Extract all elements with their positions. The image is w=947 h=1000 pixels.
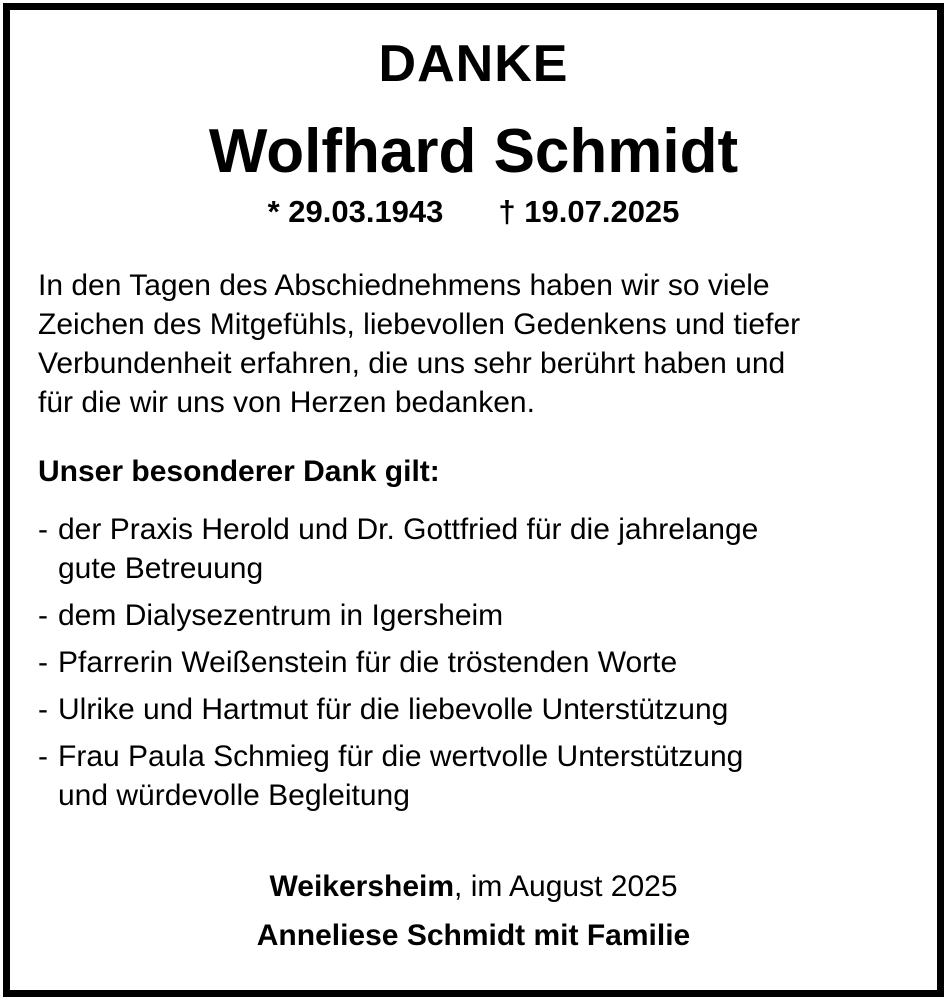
dash-bullet: - (38, 513, 48, 546)
item-line: und würdevolle Begleitung (58, 779, 410, 812)
item-line: Ulrike und Hartmut für die liebevolle Unterstützung (58, 693, 729, 726)
item-line: Frau Paula Schmieg für die wertvolle Unterstützung (58, 740, 744, 773)
list-item-text (58, 737, 743, 815)
thanks-list (38, 510, 909, 815)
deceased-name: Wolfhard Schmidt (208, 117, 739, 186)
item-line: gute Betreuung (58, 552, 264, 585)
intro-line: Verbundenheit erfahren, die uns sehr berührt haben und (38, 347, 786, 380)
list-item (38, 510, 909, 588)
notice-content (10, 36, 937, 955)
list-item-text (58, 690, 728, 729)
item-line: der Praxis Herold und Dr. Gottfried für die jahrelange (58, 513, 759, 546)
family-signature: Anneliese Schmidt mit Familie (256, 919, 691, 952)
dash-bullet: - (38, 693, 48, 726)
list-item (38, 690, 909, 729)
dash-bullet: - (38, 646, 48, 679)
life-dates (38, 192, 909, 232)
thanks-heading: Unser besonderer Dank gilt: (38, 455, 440, 488)
dash-bullet: - (38, 740, 48, 773)
item-line: Pfarrerin Weißenstein für die tröstenden Worte (58, 646, 678, 679)
death-date: † 19.07.2025 (498, 194, 680, 229)
birth-date: * 29.03.1943 (267, 194, 444, 229)
black-frame-border (3, 3, 944, 997)
intro-line: In den Tagen des Abschiednehmens haben wir so viele (38, 269, 770, 302)
item-line: dem Dialysezentrum in Igersheim (58, 599, 504, 632)
date-text: , im August 2025 (454, 870, 678, 903)
list-item (38, 596, 909, 635)
place-name: Weikersheim (269, 870, 455, 903)
list-item (38, 643, 909, 682)
list-item-text (58, 643, 677, 682)
place-and-date (38, 867, 909, 906)
intro-line: Zeichen des Mitgefühls, liebevollen Gedenkens und tiefer (38, 308, 801, 341)
notice-title: DANKE (378, 35, 569, 93)
intro-line: für die wir uns von Herzen bedanken. (38, 386, 535, 419)
list-item-text (58, 510, 758, 588)
list-item-text (58, 596, 503, 635)
dash-bullet: - (38, 599, 48, 632)
intro-paragraph (38, 266, 909, 422)
list-item (38, 737, 909, 815)
